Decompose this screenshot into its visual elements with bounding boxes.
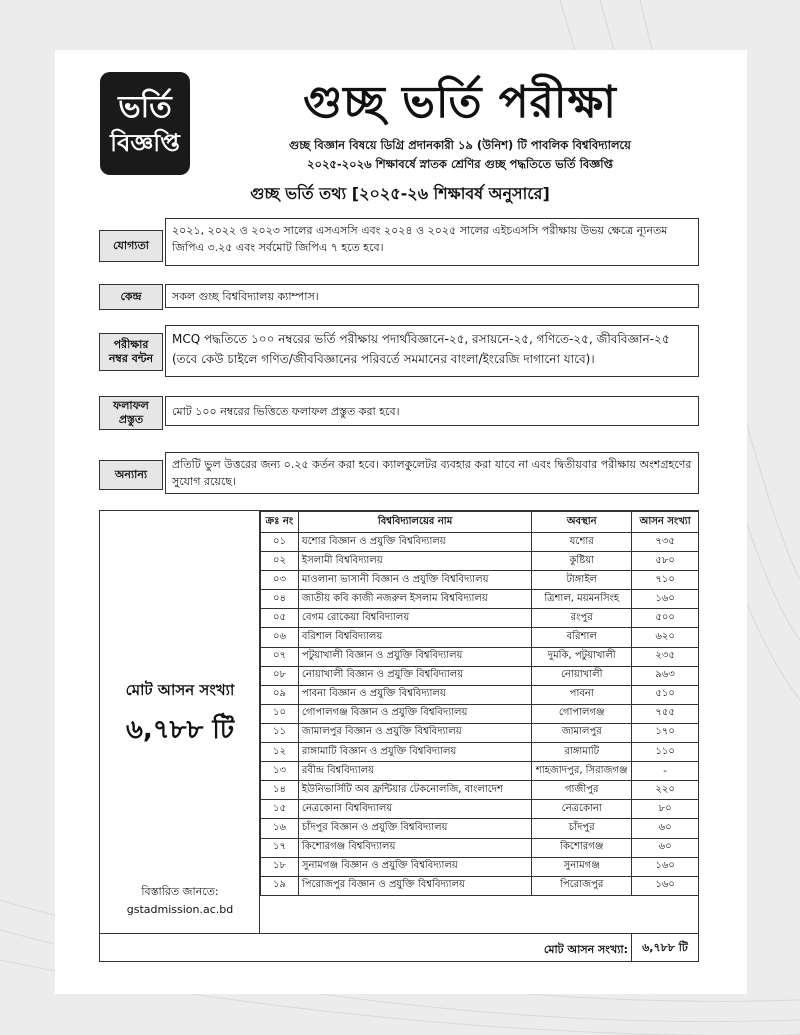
marks-label-line-2: নম্বর বন্টন bbox=[108, 352, 154, 365]
university-name-cell: কিশোরগঞ্জ বিশ্ববিদ্যালয় bbox=[298, 838, 531, 857]
serial-cell: ১১ bbox=[261, 723, 299, 742]
university-name-cell: গোপালগঞ্জ বিজ্ঞান ও প্রযুক্তি বিশ্ববিদ্যালয় bbox=[298, 704, 531, 723]
center-text: সকল গুচ্ছ বিশ্ববিদ্যালয় ক্যাম্পাস। bbox=[165, 284, 699, 308]
university-name-cell: নেত্রকোনা বিশ্ববিদ্যালয় bbox=[298, 800, 531, 819]
others-label: অন্যান্য bbox=[99, 460, 163, 490]
result-label bbox=[99, 396, 163, 430]
location-cell: রাঙ্গামাটি bbox=[532, 743, 632, 762]
seat-count-cell: ২৩৫ bbox=[632, 647, 699, 666]
university-name-cell: জাতীয় কবি কাজী নজরুল ইসলাম বিশ্ববিদ্যালয় bbox=[298, 590, 531, 609]
serial-cell: ০৯ bbox=[261, 685, 299, 704]
university-name-cell: মাওলানা ভাসানী বিজ্ঞান ও প্রযুক্তি বিশ্ববিদ্যালয় bbox=[298, 571, 531, 590]
seat-count-cell: ১৬০ bbox=[632, 876, 699, 895]
eligibility-text: ২০২১, ২০২২ ও ২০২৩ সালের এসএসসি এবং ২০২৪ ও ২০২৫ সালের এইচএসসি পরীক্ষায় উভয় ক্ষেত্রে ন্যূনতম জিপিএ ৩.২৫ এবং সর্বমোট জিপিএ ৭ হতে হবে। bbox=[165, 218, 699, 266]
location-cell: চাঁদপুর bbox=[532, 819, 632, 838]
location-cell: গাজীপুর bbox=[532, 781, 632, 800]
table-row bbox=[261, 819, 699, 838]
seat-count-cell: ৬০ bbox=[632, 819, 699, 838]
result-text: মোট ১০০ নম্বরের ভিত্তিতে ফলাফল প্রস্তুত করা হবে। bbox=[165, 396, 699, 426]
others-section bbox=[99, 452, 699, 494]
seat-count-cell: ৬০ bbox=[632, 838, 699, 857]
university-name-cell: ইউনিভার্সিটি অব ফ্রন্টিয়ার টেকনোলজি, বাংলাদেশ bbox=[298, 781, 531, 800]
university-name-cell: ইসলামী বিশ্ববিদ্যালয় bbox=[298, 552, 531, 571]
seat-count-cell: ৬২০ bbox=[632, 628, 699, 647]
table-row bbox=[261, 628, 699, 647]
center-section bbox=[99, 284, 699, 308]
table-header-row bbox=[261, 512, 699, 533]
marks-label bbox=[99, 333, 163, 371]
location-cell: কুষ্টিয়া bbox=[532, 552, 632, 571]
table-row bbox=[261, 647, 699, 666]
table-row bbox=[261, 743, 699, 762]
university-name-cell: পাবনা বিজ্ঞান ও প্রযুক্তি বিশ্ববিদ্যালয় bbox=[298, 685, 531, 704]
table-row bbox=[261, 666, 699, 685]
university-name-cell: পিরোজপুর বিজ্ঞান ও প্রযুক্তি বিশ্ববিদ্যালয় bbox=[298, 876, 531, 895]
total-seats-label: মোট আসন সংখ্যা bbox=[125, 681, 235, 699]
website-text: gstadmission.ac.bd bbox=[126, 903, 234, 916]
footer-total-label: মোট আসন সংখ্যা: bbox=[543, 943, 628, 956]
table-row bbox=[261, 857, 699, 876]
university-name-cell: বেগম রোকেয়া বিশ্ববিদ্যালয় bbox=[298, 609, 531, 628]
serial-cell: ০৭ bbox=[261, 647, 299, 666]
university-name-cell: যশোর বিজ্ঞান ও প্রযুক্তি বিশ্ববিদ্যালয় bbox=[298, 533, 531, 552]
result-section bbox=[99, 394, 699, 430]
seat-count-cell: ১৭০ bbox=[632, 723, 699, 742]
serial-cell: ০৫ bbox=[261, 609, 299, 628]
serial-cell: ০৪ bbox=[261, 590, 299, 609]
location-cell: শাহজাদপুর, সিরাজগঞ্জ bbox=[532, 762, 632, 781]
table-row bbox=[261, 552, 699, 571]
badge-line-1: ভর্তি bbox=[118, 89, 172, 125]
badge-line-2: বিজ্ঞপ্তি bbox=[110, 128, 180, 157]
marks-label-line-1: পরীক্ষার bbox=[113, 338, 149, 351]
university-name-cell: রাঙ্গামাটি বিজ্ঞান ও প্রযুক্তি বিশ্ববিদ্যালয় bbox=[298, 743, 531, 762]
seat-table-box bbox=[99, 510, 699, 962]
serial-cell: ০৮ bbox=[261, 666, 299, 685]
university-name-cell: রবীন্দ্র বিশ্ববিদ্যালয় bbox=[298, 762, 531, 781]
table-row bbox=[261, 876, 699, 895]
table-row bbox=[261, 838, 699, 857]
location-cell: পাবনা bbox=[532, 685, 632, 704]
serial-cell: ১৭ bbox=[261, 838, 299, 857]
serial-cell: ১০ bbox=[261, 704, 299, 723]
col-location: অবস্থান bbox=[532, 512, 632, 533]
location-cell: নোয়াখালী bbox=[532, 666, 632, 685]
serial-cell: ১৩ bbox=[261, 762, 299, 781]
location-cell: জামালপুর bbox=[532, 723, 632, 742]
table-row bbox=[261, 685, 699, 704]
serial-cell: ০১ bbox=[261, 533, 299, 552]
table-row bbox=[261, 704, 699, 723]
subtitle-2: ২০২৫-২০২৬ শিক্ষাবর্ষে স্নাতক শ্রেণির গুচ্ছ পদ্ধতিতে ভর্তি বিজ্ঞপ্তি bbox=[306, 157, 614, 171]
serial-cell: ১৯ bbox=[261, 876, 299, 895]
seat-count-cell: ৭৫৫ bbox=[632, 704, 699, 723]
seat-count-cell: ৭৩৫ bbox=[632, 533, 699, 552]
university-name-cell: বরিশাল বিশ্ববিদ্যালয় bbox=[298, 628, 531, 647]
table-row bbox=[261, 800, 699, 819]
location-cell: সুনামগঞ্জ bbox=[532, 857, 632, 876]
location-cell: নেত্রকোনা bbox=[532, 800, 632, 819]
table-row bbox=[261, 762, 699, 781]
serial-cell: ১৪ bbox=[261, 781, 299, 800]
seat-count-cell: ১৬০ bbox=[632, 857, 699, 876]
center-label: কেন্দ্র bbox=[99, 284, 163, 310]
table-row bbox=[261, 781, 699, 800]
university-table-body bbox=[261, 533, 699, 896]
col-university: বিশ্ববিদ্যালয়ের নাম bbox=[298, 512, 531, 533]
seat-count-cell: - bbox=[632, 762, 699, 781]
serial-cell: ১৬ bbox=[261, 819, 299, 838]
serial-cell: ১৫ bbox=[261, 800, 299, 819]
seat-count-cell: ১৬০ bbox=[632, 590, 699, 609]
subtitle-1: গুচ্ছ বিজ্ঞান বিষয়ে ডিগ্রি প্রদানকারী ১৯ (উনিশ) টি পাবলিক বিশ্ববিদ্যালয়ে bbox=[289, 138, 631, 152]
seat-count-cell: ২২০ bbox=[632, 781, 699, 800]
table-row bbox=[261, 533, 699, 552]
university-table bbox=[260, 511, 699, 896]
location-cell: কিশোরগঞ্জ bbox=[532, 838, 632, 857]
serial-cell: ০৩ bbox=[261, 571, 299, 590]
location-cell: দুমকি, পটুয়াখালী bbox=[532, 647, 632, 666]
eligibility-label: যোগ্যতা bbox=[99, 230, 163, 262]
serial-cell: ১৮ bbox=[261, 857, 299, 876]
more-info-label: বিস্তারিত জানতে: bbox=[141, 885, 219, 898]
location-cell: বরিশাল bbox=[532, 628, 632, 647]
col-seats: আসন সংখ্যা bbox=[632, 512, 699, 533]
university-name-cell: সুনামগঞ্জ বিজ্ঞান ও প্রযুক্তি বিশ্ববিদ্যালয় bbox=[298, 857, 531, 876]
result-label-line-2: প্রস্তুত bbox=[118, 413, 144, 426]
marks-text: MCQ পদ্ধতিতে ১০০ নম্বরের ভর্তি পরীক্ষায় পদার্থবিজ্ঞানে-২৫, রসায়নে-২৫, গণিতে-২৫, জীববিজ্ঞান-২৫ (তবে কেউ চাইলে গণিত/জীববিজ্ঞানের পরিবর্তে সমমানের বাংলা/ইংরেজি দাগানো যাবে)। bbox=[165, 325, 699, 377]
total-seats-footer bbox=[100, 933, 698, 962]
seat-count-cell: ৭১০ bbox=[632, 571, 699, 590]
page-title: গুচ্ছ ভর্তি পরীক্ষা bbox=[303, 77, 617, 128]
seat-count-cell: ৫১০ bbox=[632, 685, 699, 704]
university-name-cell: নোয়াখালী বিজ্ঞান ও প্রযুক্তি বিশ্ববিদ্যালয় bbox=[298, 666, 531, 685]
university-name-cell: পটুয়াখালী বিজ্ঞান ও প্রযুক্তি বিশ্ববিদ্যালয় bbox=[298, 647, 531, 666]
location-cell: ত্রিশাল, ময়মনসিংহ bbox=[532, 590, 632, 609]
table-row bbox=[261, 590, 699, 609]
location-cell: যশোর bbox=[532, 533, 632, 552]
others-text: প্রতিটি ভুল উত্তরের জন্য ০.২৫ কর্তন করা হবে। ক্যালকুলেটর ব্যবহার করা যাবে না এবং দ্বিতীয়বার পরীক্ষায় অংশগ্রহণের সুযোগ রয়েছে। bbox=[165, 452, 699, 494]
total-seats-value: ৬,৭৮৮ টি bbox=[125, 715, 235, 745]
info-heading: গুচ্ছ ভর্তি তথ্য [২০২৫-২৬ শিক্ষাবর্ষ অনুসারে] bbox=[250, 184, 550, 203]
location-cell: টাঙ্গাইল bbox=[532, 571, 632, 590]
total-seats-panel bbox=[100, 511, 260, 933]
seat-count-cell: ১১০ bbox=[632, 743, 699, 762]
serial-cell: ১২ bbox=[261, 743, 299, 762]
location-cell: রংপুর bbox=[532, 609, 632, 628]
table-row bbox=[261, 723, 699, 742]
table-row bbox=[261, 571, 699, 590]
seat-count-cell: ৫৮০ bbox=[632, 552, 699, 571]
seat-count-cell: ৫০০ bbox=[632, 609, 699, 628]
col-serial: ক্রঃ নং bbox=[261, 512, 299, 533]
seat-count-cell: ৮০ bbox=[632, 800, 699, 819]
eligibility-section bbox=[99, 218, 699, 266]
location-cell: পিরোজপুর bbox=[532, 876, 632, 895]
location-cell: গোপালগঞ্জ bbox=[532, 704, 632, 723]
university-name-cell: জামালপুর বিজ্ঞান ও প্রযুক্তি বিশ্ববিদ্যালয় bbox=[298, 723, 531, 742]
table-row bbox=[261, 609, 699, 628]
notice-badge bbox=[100, 72, 190, 175]
university-name-cell: চাঁদপুর বিজ্ঞান ও প্রযুক্তি বিশ্ববিদ্যালয় bbox=[298, 819, 531, 838]
serial-cell: ০৬ bbox=[261, 628, 299, 647]
result-label-line-1: ফলাফল bbox=[113, 399, 149, 412]
serial-cell: ০২ bbox=[261, 552, 299, 571]
seat-count-cell: ৯৬৩ bbox=[632, 666, 699, 685]
footer-total-value: ৬,৭৮৮ টি bbox=[631, 934, 698, 962]
marks-section bbox=[99, 325, 699, 377]
